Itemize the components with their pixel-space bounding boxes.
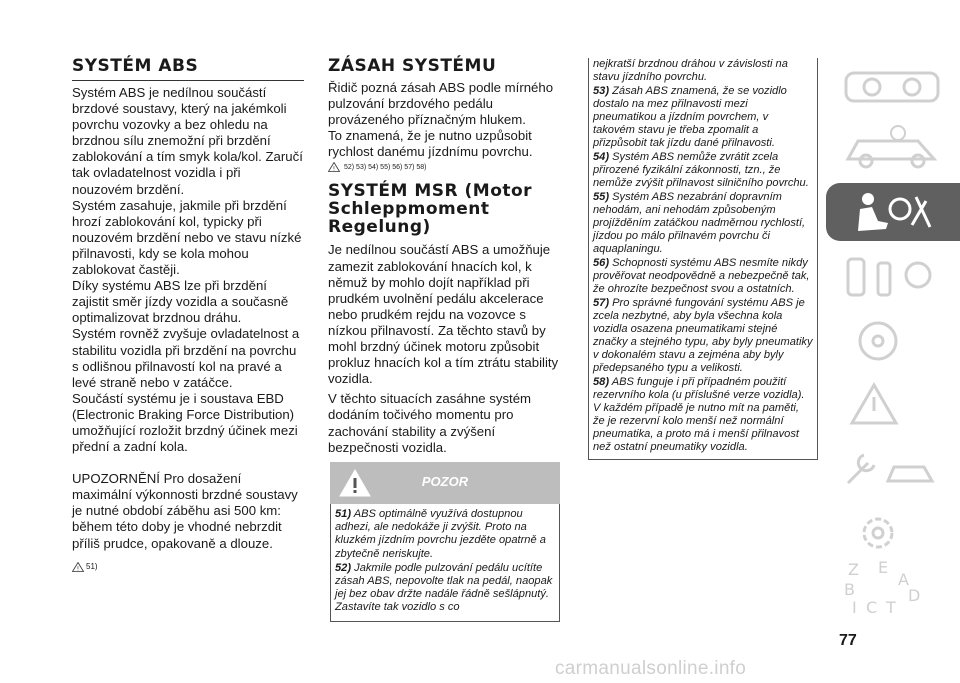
pozor-notes bbox=[330, 504, 560, 622]
svg-text:E: E bbox=[878, 558, 889, 577]
note-number: 56) bbox=[593, 257, 610, 269]
abs-paragraph-4: Systém rovněž zvyšuje ovladatelnost a stabilitu vozidla při brzdění na povrchu s odlišnou přilnavostí kol na pravé a levé straně nebo v zatáčce. bbox=[72, 326, 300, 390]
svg-text:!: ! bbox=[76, 565, 80, 572]
abs-reference bbox=[72, 562, 304, 572]
note-number: 53) bbox=[593, 85, 610, 97]
pozor-note bbox=[593, 257, 813, 296]
section-title-zasah: ZÁSAH SYSTÉMU bbox=[328, 56, 497, 76]
pozor-note bbox=[593, 297, 813, 375]
zasah-paragraph-2: To znamená, že je nutno uzpůsobit rychlost danému jízdnímu povrchu. bbox=[328, 128, 533, 160]
watermark-text: carmanualsonline.info bbox=[555, 658, 747, 679]
tab-service[interactable] bbox=[826, 439, 960, 497]
svg-text:T: T bbox=[886, 598, 896, 617]
pozor-note bbox=[593, 85, 813, 150]
abs-paragraph-5: Součástí systému je i soustava EBD (Electronic Braking Force Distribution) umožňující rozložit brzdný účinek mezi přední a zadní kola. bbox=[72, 390, 298, 455]
abs-ref-number: 51) bbox=[86, 562, 98, 572]
note-number: 57) bbox=[593, 297, 610, 309]
pozor-note bbox=[335, 562, 555, 615]
abs-paragraph-2: Systém zasahuje, jakmile při brzdění hrozí zablokování kol, typicky při nouzovém brzdění nebo ve stavu nízké přilnavosti, kdy se kola mohou zablokovat častěji. bbox=[72, 197, 302, 278]
note-text: Jakmile podle pulzování pedálu ucítíte zásah ABS, nepovolte tlak na pedál, naopak jej bez obav držte nadále řádně sešlápnutý. Zastavíte tak vozidlo s co bbox=[335, 561, 553, 614]
gear-tools-icon bbox=[838, 507, 948, 557]
seat-airbag-icon bbox=[838, 187, 948, 237]
wrench-car-icon bbox=[838, 443, 948, 493]
car-dashboard-icon bbox=[838, 61, 948, 111]
section-title-abs: SYSTÉM ABS bbox=[72, 56, 304, 81]
car-info-icon bbox=[838, 123, 948, 173]
warning-icon bbox=[72, 562, 84, 572]
zasah-ref-numbers: 52) 53) 54) 55) 56) 57) 58) bbox=[344, 163, 427, 171]
zasah-references bbox=[328, 162, 560, 172]
tab-driving[interactable] bbox=[826, 311, 960, 369]
column-zasah bbox=[328, 56, 560, 456]
index-letters-icon bbox=[838, 557, 948, 617]
svg-text:C: C bbox=[866, 598, 878, 617]
abs-warning-paragraph: UPOZORNĚNÍ Pro dosažení maximální výkonnosti brzdné soustavy je nutné období záběhu asi 500 km: během této doby je vhodné nebrzdit příliš prudce, opakovaně a dlouze. bbox=[72, 471, 298, 551]
warning-triangle-icon bbox=[838, 379, 948, 429]
pozor-box bbox=[330, 462, 560, 622]
tab-emergency[interactable] bbox=[826, 375, 960, 433]
svg-text:I: I bbox=[852, 598, 857, 617]
zasah-text bbox=[328, 80, 560, 160]
pozor-header bbox=[330, 462, 560, 504]
tab-start[interactable] bbox=[826, 247, 960, 305]
tab-safety[interactable] bbox=[826, 183, 960, 241]
section-title-msr: SYSTÉM MSR (Motor Schleppmoment Regelung) bbox=[328, 181, 533, 238]
note-continuation: nejkratší brzdnou dráhou v závislosti na stavu jízdního povrchu. bbox=[593, 58, 788, 83]
msr-paragraph-2: V těchto situacích zasáhne systém dodáním točivého momentu pro zachování stability a zvýšení bezpečnosti vozidla. bbox=[328, 391, 532, 455]
note-number: 54) bbox=[593, 151, 610, 163]
tab-car-info[interactable] bbox=[826, 119, 960, 177]
svg-text:Z: Z bbox=[848, 560, 859, 579]
abs-paragraph-1: Systém ABS je nedílnou součástí brzdové soustavy, který na jakémkoli povrchu vozovky a bez ohledu na brzdnou sílu znemožní při brzdění zablokování a tím smyk kola/kol. Zaručí tak ovladatelnost vozidla i při nouzovém brzdění. bbox=[72, 85, 303, 197]
msr-paragraph-1: Je nedílnou součástí ABS a umožňuje zamezit zablokování hnacích kol, k němuž by mohlo dojít například při prudkém uvolnění pedálu akcelerace nebo prudkém rejdu na vozovce s nízkou přilnavostí. Za těchto stavů by mohl brzdný účinek motoru způsobit prokluz hnacích kol a tím ztrátu stability vozidla. bbox=[328, 242, 559, 387]
svg-text:A: A bbox=[898, 570, 909, 589]
note-number: 52) bbox=[335, 561, 352, 574]
pozor-note bbox=[593, 151, 813, 190]
svg-text:!: ! bbox=[332, 166, 336, 173]
warning-icon bbox=[328, 162, 340, 172]
column-notes bbox=[588, 58, 818, 460]
note-text: ABS optimálně využívá dostupnou adhezi, ale nedokáže ji zvýšit. Proto na kluzkém jízdním povrchu jezděte opatrně a zbytečně neriskujte. bbox=[335, 508, 546, 560]
zasah-paragraph-1: Řidič pozná zásah ABS podle mírného pulzování brzdového pedálu provázeného příznačným hlukem. bbox=[328, 80, 554, 128]
note-text: Schopnosti systému ABS nesmíte nikdy prověřovat neodpovědně a nebezpečně tak, že ohrozíte bezpečnost svou a ostatních. bbox=[593, 257, 810, 295]
steering-wheel-icon bbox=[838, 315, 948, 365]
note-text: Zásah ABS znamená, že se vozidlo dostalo na mez přilnavosti mezi pneumatikou a jízdním povrchem, v takovém stavu je třeba zpomalit a přizpůsobit tak jízdu dané přilnavosti. bbox=[593, 85, 787, 149]
note-text: Systém ABS nemůže zvrátit zcela přirozené fyzikální zákonnosti, tzn., že nemůže zvýšit přilnavost silničního povrchu. bbox=[593, 151, 809, 189]
tab-dashboard[interactable] bbox=[826, 57, 960, 115]
svg-text:B: B bbox=[844, 580, 855, 599]
column-abs bbox=[72, 56, 304, 572]
pozor-title: POZOR bbox=[421, 474, 469, 489]
tab-index[interactable] bbox=[826, 553, 960, 615]
note-text: Systém ABS nezabrání dopravním nehodám, ani nehodám způsobeným projížděním zatáčkou nadměrnou rychlostí, jízdou po málo přilnavém povrchu či aquaplaningu. bbox=[593, 191, 806, 255]
pozor-continued-box bbox=[588, 58, 818, 460]
abs-text bbox=[72, 85, 304, 552]
key-lock-icon bbox=[838, 251, 948, 301]
pozor-note bbox=[335, 508, 555, 561]
pozor-note bbox=[593, 191, 813, 256]
pozor-note bbox=[593, 376, 813, 454]
note-number: 58) bbox=[593, 376, 610, 388]
svg-text:D: D bbox=[908, 586, 921, 605]
page-number: 77 bbox=[839, 632, 857, 649]
msr-text bbox=[328, 242, 560, 455]
abs-paragraph-3: Díky systému ABS lze při brzdění zajistit směr jízdy vozidla a současně optimalizovat brzdnou dráhu. bbox=[72, 278, 289, 326]
note-text: ABS funguje i při případném použití rezervního kola (u příslušné verze vozidla). V každém případě je nutno mít na paměti, že je rezervní kolo menší než normální pneumatika, a proto má i menší přilnavost než ostatní pneumatiky vozidla. bbox=[593, 376, 805, 453]
note-text: Pro správné fungování systému ABS je zcela nezbytné, aby byla všechna kola vozidla osazena pneumatikami stejné značky a stejného typu, aby byly pneumatiky v dokonalém stavu a zejména aby byly předepsaného typu a velikosti. bbox=[593, 297, 813, 374]
note-number: 51) bbox=[335, 508, 352, 520]
note-number: 55) bbox=[593, 191, 610, 203]
